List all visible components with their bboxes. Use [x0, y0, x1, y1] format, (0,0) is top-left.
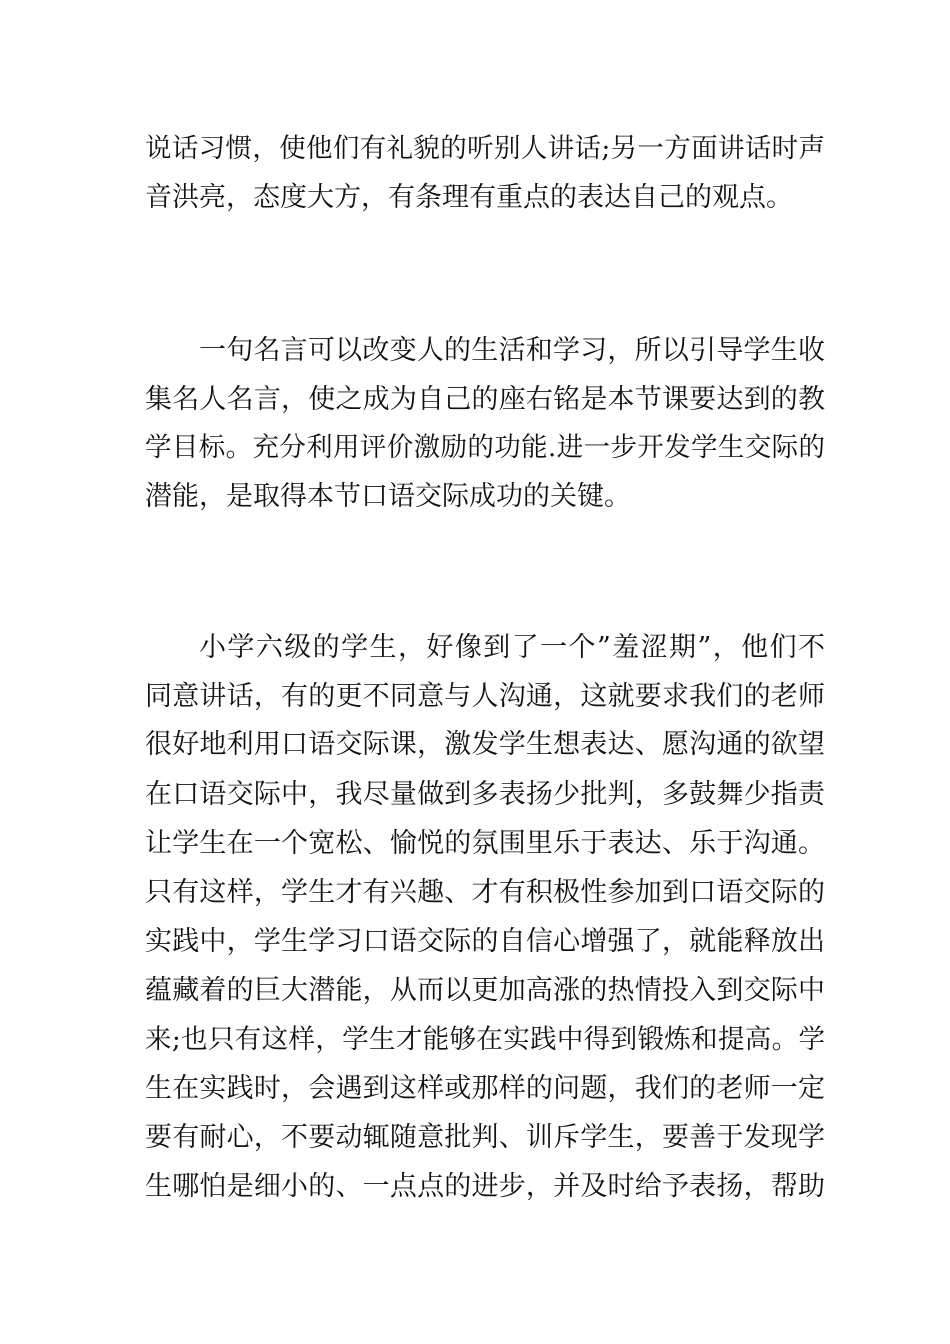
paragraph-1-line-2: 音洪亮，态度大方，有条理有重点的表达自己的观点。: [145, 182, 793, 213]
paragraph-3-line-10: 生在实践时，会遇到这样或那样的问题，我们的老师一定: [145, 1073, 825, 1104]
paragraph-2-line-4: 潜能，是取得本节口语交际成功的关键。: [145, 481, 631, 512]
paragraph-3-line-6: 只有这样，学生才有兴趣、才有积极性参加到口语交际的: [145, 877, 825, 908]
paragraph-1-line-1: 说话习惯，使他们有礼貌的听别人讲话;另一方面讲话时声: [145, 133, 825, 164]
paragraph-2-line-2: 集名人名言，使之成为自己的座右铭是本节课要达到的教: [145, 384, 825, 415]
paragraph-3-line-1: 小学六级的学生，好像到了一个”羞涩期”，他们不: [199, 632, 825, 663]
paragraph-3-line-12: 生哪怕是细小的、一点点的进步，并及时给予表扬，帮助: [145, 1171, 825, 1202]
paragraph-3-line-3: 很好地利用口语交际课，激发学生想表达、愿沟通的欲望: [145, 729, 825, 760]
paragraph-3-line-4: 在口语交际中，我尽量做到多表扬少批判，多鼓舞少指责: [145, 779, 825, 810]
paragraph-3-line-8: 蕴藏着的巨大潜能，从而以更加高涨的热情投入到交际中: [145, 975, 825, 1006]
paragraph-2-line-3: 学目标。充分利用评价激励的功能.进一步开发学生交际的: [145, 432, 825, 463]
paragraph-3-line-9: 来;也只有这样，学生才能够在实践中得到锻炼和提高。学: [145, 1024, 825, 1055]
paragraph-3-line-5: 让学生在一个宽松、愉悦的氛围里乐于表达、乐于沟通。: [145, 828, 825, 859]
paragraph-3-line-11: 要有耐心，不要动辄随意批判、训斥学生，要善于发现学: [145, 1122, 825, 1153]
paragraph-3-line-2: 同意讲话，有的更不同意与人沟通，这就要求我们的老师: [145, 681, 825, 712]
paragraph-3-line-7: 实践中，学生学习口语交际的自信心增强了，就能释放出: [145, 926, 825, 957]
paragraph-2-line-1: 一句名言可以改变人的生活和学习，所以引导学生收: [199, 335, 825, 366]
